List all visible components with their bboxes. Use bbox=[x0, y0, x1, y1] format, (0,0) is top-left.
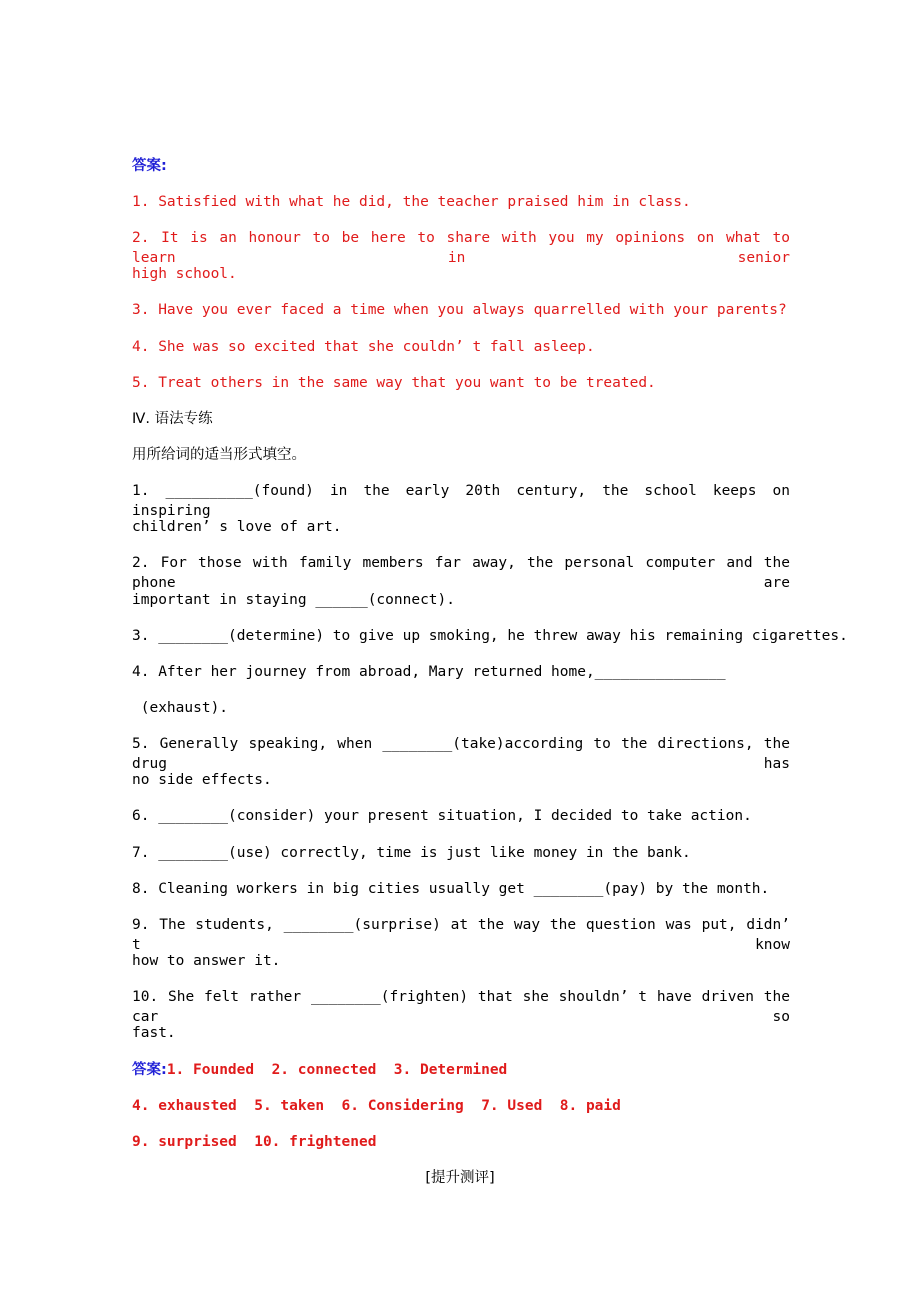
answer-line: 5. Treat others in the same way that you want to be treated. bbox=[132, 375, 656, 391]
question-line: 2. For those with family members far away, the personal computer and the phone are bbox=[132, 555, 790, 591]
question-line: fast. bbox=[132, 1025, 176, 1041]
answer-line: 4. She was so excited that she couldn’ t fall asleep. bbox=[132, 339, 595, 355]
question-line: how to answer it. bbox=[132, 953, 281, 969]
answer-line: high school. bbox=[132, 266, 237, 282]
question-line: 3. ________(determine) to give up smoking, he threw away his remaining cigarettes. bbox=[132, 628, 848, 644]
answers-row bbox=[132, 1060, 790, 1080]
question-line: 1. __________(found) in the early 20th century, the school keeps on inspiring bbox=[132, 483, 790, 519]
answer-keys: 9. surprised 10. frightened bbox=[132, 1134, 377, 1150]
answer-line: 3. Have you ever faced a time when you always quarrelled with your parents? bbox=[132, 302, 787, 318]
question-line: no side effects. bbox=[132, 772, 272, 788]
question-line: 9. The students, ________(surprise) at the way the question was put, didn’ t know bbox=[132, 917, 790, 953]
section-heading: Ⅳ. 语法专练 bbox=[132, 411, 213, 427]
answer-keys: 1. Founded 2. connected 3. Determined bbox=[166, 1062, 508, 1078]
answer-keys: 4. exhausted 5. taken 6. Considering 7. Used 8. paid bbox=[132, 1098, 621, 1114]
question-line: 7. ________(use) correctly, time is just like money in the bank. bbox=[132, 845, 691, 861]
answer-line: 1. Satisfied with what he did, the teacher praised him in class. bbox=[132, 194, 691, 210]
section-instruction: 用所给词的适当形式填空。 bbox=[132, 447, 306, 463]
question-line: important in staying ______(connect). bbox=[132, 592, 456, 608]
answers-label: 答案: bbox=[132, 158, 167, 174]
question-line: 6. ________(consider) your present situation, I decided to take action. bbox=[132, 808, 752, 824]
answers-label: 答案: bbox=[132, 1062, 167, 1078]
question-line: 10. She felt rather ________(frighten) that she shouldn’ t have driven the car so bbox=[132, 989, 790, 1025]
answer-line: 2. It is an honour to be here to share with you my opinions on what to learn in senior bbox=[132, 230, 790, 266]
question-line: children’ s love of art. bbox=[132, 519, 342, 535]
question-line: (exhaust). bbox=[132, 700, 229, 716]
question-line: 8. Cleaning workers in big cities usually get ________(pay) by the month. bbox=[132, 881, 770, 897]
question-line: 5. Generally speaking, when ________(take)according to the directions, the drug has bbox=[132, 736, 790, 772]
question-line: 4. After her journey from abroad, Mary returned home,_______________ bbox=[132, 664, 726, 680]
section-footer: [提升测评] bbox=[425, 1170, 495, 1186]
